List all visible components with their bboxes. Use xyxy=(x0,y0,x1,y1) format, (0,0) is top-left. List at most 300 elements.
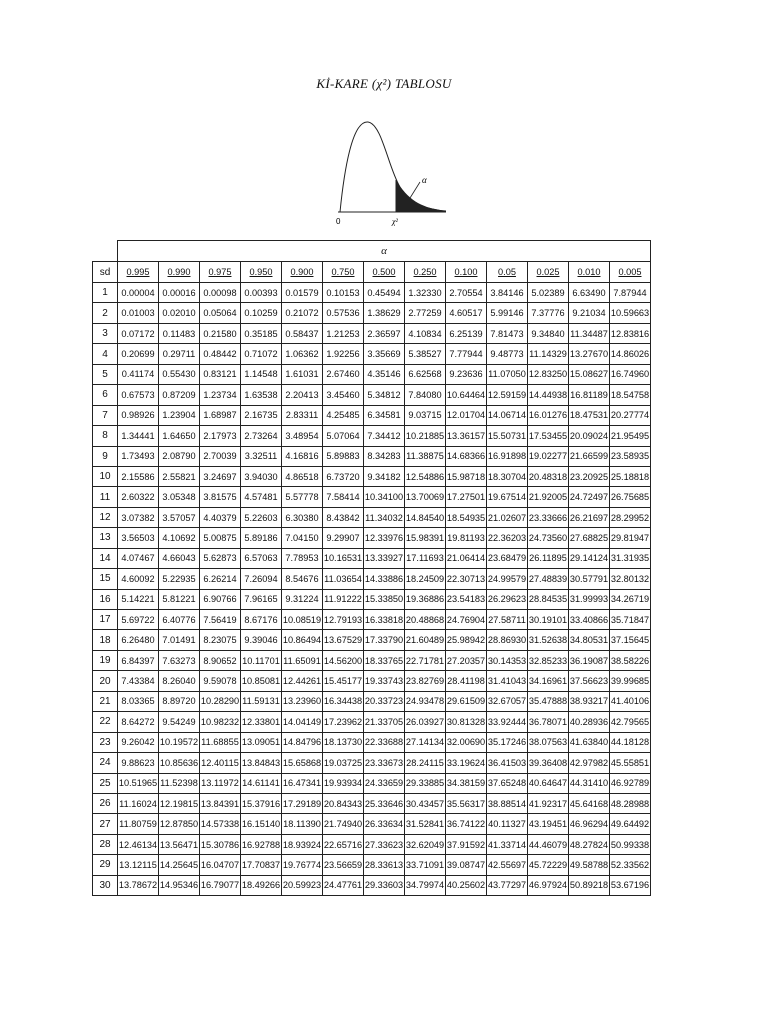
sd-cell: 24 xyxy=(93,753,118,773)
value-cell: 20.84343 xyxy=(323,793,364,813)
value-cell: 13.11972 xyxy=(200,773,241,793)
value-cell: 24.73560 xyxy=(528,528,569,548)
value-cell: 16.81189 xyxy=(569,385,610,405)
value-cell: 5.02389 xyxy=(528,283,569,303)
value-cell: 13.56471 xyxy=(159,834,200,854)
value-cell: 11.03654 xyxy=(323,569,364,589)
alpha-column-label: 0.005 xyxy=(618,267,642,277)
value-cell: 2.67460 xyxy=(323,364,364,384)
value-cell: 27.68825 xyxy=(569,528,610,548)
value-cell: 24.93478 xyxy=(405,691,446,711)
value-cell: 12.19815 xyxy=(159,793,200,813)
value-cell: 30.57791 xyxy=(569,569,610,589)
sd-cell: 17 xyxy=(93,610,118,630)
value-cell: 10.21885 xyxy=(405,426,446,446)
alpha-column-header xyxy=(446,262,487,283)
value-cell: 23.33666 xyxy=(528,507,569,527)
alpha-column-header xyxy=(323,262,364,283)
value-cell: 4.57481 xyxy=(241,487,282,507)
value-cell: 24.33659 xyxy=(364,773,405,793)
value-cell: 40.64647 xyxy=(528,773,569,793)
value-cell: 2.70554 xyxy=(446,283,487,303)
alpha-column-header xyxy=(200,262,241,283)
value-cell: 48.28988 xyxy=(610,793,651,813)
table-row xyxy=(93,691,651,711)
value-cell: 6.63490 xyxy=(569,283,610,303)
table-row xyxy=(93,732,651,752)
value-cell: 5.57778 xyxy=(282,487,323,507)
value-cell: 0.20699 xyxy=(118,344,159,364)
value-cell: 16.34438 xyxy=(323,691,364,711)
value-cell: 21.33705 xyxy=(364,712,405,732)
value-cell: 28.33613 xyxy=(364,855,405,875)
value-cell: 5.89883 xyxy=(323,446,364,466)
sd-header: sd xyxy=(93,262,118,283)
chi-square-curve-figure xyxy=(330,112,450,232)
value-cell: 10.28290 xyxy=(200,691,241,711)
value-cell: 7.63273 xyxy=(159,650,200,670)
value-cell: 18.49266 xyxy=(241,875,282,895)
value-cell: 30.81328 xyxy=(446,712,487,732)
value-cell: 5.89186 xyxy=(241,528,282,548)
value-cell: 17.53455 xyxy=(528,426,569,446)
value-cell: 46.97924 xyxy=(528,875,569,895)
alpha-column-header xyxy=(528,262,569,283)
value-cell: 17.27501 xyxy=(446,487,487,507)
value-cell: 40.25602 xyxy=(446,875,487,895)
value-cell: 12.33801 xyxy=(241,712,282,732)
value-cell: 18.30704 xyxy=(487,466,528,486)
value-cell: 24.99579 xyxy=(487,569,528,589)
value-cell: 2.55821 xyxy=(159,466,200,486)
value-cell: 16.04707 xyxy=(200,855,241,875)
value-cell: 8.90652 xyxy=(200,650,241,670)
value-cell: 15.98718 xyxy=(446,466,487,486)
value-cell: 0.07172 xyxy=(118,323,159,343)
value-cell: 52.33562 xyxy=(610,855,651,875)
value-cell: 22.71781 xyxy=(405,650,446,670)
value-cell: 1.23734 xyxy=(200,385,241,405)
value-cell: 42.97982 xyxy=(569,753,610,773)
value-cell: 14.56200 xyxy=(323,650,364,670)
sd-cell: 28 xyxy=(93,834,118,854)
value-cell: 32.62049 xyxy=(405,834,446,854)
value-cell: 13.70069 xyxy=(405,487,446,507)
table-row xyxy=(93,528,651,548)
value-cell: 6.84397 xyxy=(118,650,159,670)
value-cell: 1.23904 xyxy=(159,405,200,425)
value-cell: 8.64272 xyxy=(118,712,159,732)
value-cell: 10.85081 xyxy=(241,671,282,691)
value-cell: 28.86930 xyxy=(487,630,528,650)
alpha-column-label: 0.750 xyxy=(331,267,355,277)
value-cell: 17.23962 xyxy=(323,712,364,732)
value-cell: 29.14124 xyxy=(569,548,610,568)
alpha-column-label: 0.100 xyxy=(454,267,478,277)
value-cell: 3.05348 xyxy=(159,487,200,507)
value-cell: 15.08627 xyxy=(569,364,610,384)
table-row xyxy=(93,405,651,425)
alpha-column-label: 0.500 xyxy=(372,267,396,277)
value-cell: 4.35146 xyxy=(364,364,405,384)
table-row xyxy=(93,610,651,630)
value-cell: 5.99146 xyxy=(487,303,528,323)
value-cell: 11.91222 xyxy=(323,589,364,609)
value-cell: 37.15645 xyxy=(610,630,651,650)
value-cell: 45.55851 xyxy=(610,753,651,773)
value-cell: 32.00690 xyxy=(446,732,487,752)
alpha-column-label: 0.250 xyxy=(413,267,437,277)
value-cell: 9.48773 xyxy=(487,344,528,364)
value-cell: 23.54183 xyxy=(446,589,487,609)
value-cell: 14.06714 xyxy=(487,405,528,425)
value-cell: 12.33976 xyxy=(364,528,405,548)
value-cell: 32.80132 xyxy=(610,569,651,589)
value-cell: 11.34032 xyxy=(364,507,405,527)
alpha-column-label: 0.05 xyxy=(498,267,516,277)
origin-label: 0 xyxy=(336,217,341,226)
value-cell: 16.92788 xyxy=(241,834,282,854)
value-cell: 49.58788 xyxy=(569,855,610,875)
value-cell: 6.90766 xyxy=(200,589,241,609)
value-cell: 9.21034 xyxy=(569,303,610,323)
value-cell: 8.89720 xyxy=(159,691,200,711)
value-cell: 11.80759 xyxy=(118,814,159,834)
value-cell: 7.01491 xyxy=(159,630,200,650)
value-cell: 3.56503 xyxy=(118,528,159,548)
value-cell: 21.66599 xyxy=(569,446,610,466)
value-cell: 15.30786 xyxy=(200,834,241,854)
value-cell: 7.34412 xyxy=(364,426,405,446)
value-cell: 27.14134 xyxy=(405,732,446,752)
value-cell: 19.03725 xyxy=(323,753,364,773)
value-cell: 19.36886 xyxy=(405,589,446,609)
value-cell: 42.55697 xyxy=(487,855,528,875)
value-cell: 31.99993 xyxy=(569,589,610,609)
value-cell: 0.55430 xyxy=(159,364,200,384)
alpha-column-label: 0.900 xyxy=(290,267,314,277)
value-cell: 46.92789 xyxy=(610,773,651,793)
value-cell: 31.52638 xyxy=(528,630,569,650)
value-cell: 7.58414 xyxy=(323,487,364,507)
value-cell: 8.43842 xyxy=(323,507,364,527)
alpha-pointer xyxy=(410,182,420,198)
value-cell: 44.31410 xyxy=(569,773,610,793)
value-cell: 27.58711 xyxy=(487,610,528,630)
value-cell: 10.19572 xyxy=(159,732,200,752)
value-cell: 11.34487 xyxy=(569,323,610,343)
value-cell: 9.59078 xyxy=(200,671,241,691)
table-row xyxy=(93,834,651,854)
sd-cell: 7 xyxy=(93,405,118,425)
value-cell: 2.83311 xyxy=(282,405,323,425)
value-cell: 26.21697 xyxy=(569,507,610,527)
value-cell: 10.16531 xyxy=(323,548,364,568)
value-cell: 1.06362 xyxy=(282,344,323,364)
value-cell: 5.34812 xyxy=(364,385,405,405)
alpha-column-header xyxy=(405,262,446,283)
value-cell: 30.43457 xyxy=(405,793,446,813)
sd-cell: 10 xyxy=(93,466,118,486)
value-cell: 1.14548 xyxy=(241,364,282,384)
value-cell: 29.81947 xyxy=(610,528,651,548)
value-cell: 8.67176 xyxy=(241,610,282,630)
table-row xyxy=(93,385,651,405)
value-cell: 14.84540 xyxy=(405,507,446,527)
value-cell: 19.93934 xyxy=(323,773,364,793)
value-cell: 35.17246 xyxy=(487,732,528,752)
value-cell: 16.91898 xyxy=(487,446,528,466)
value-cell: 4.07467 xyxy=(118,548,159,568)
sd-cell: 22 xyxy=(93,712,118,732)
alpha-column-header xyxy=(159,262,200,283)
value-cell: 6.57063 xyxy=(241,548,282,568)
value-cell: 0.58437 xyxy=(282,323,323,343)
value-cell: 12.87850 xyxy=(159,814,200,834)
alpha-column-label: 0.950 xyxy=(249,267,273,277)
value-cell: 20.59923 xyxy=(282,875,323,895)
value-cell: 14.04149 xyxy=(282,712,323,732)
value-cell: 0.83121 xyxy=(200,364,241,384)
value-cell: 4.60517 xyxy=(446,303,487,323)
value-cell: 7.78953 xyxy=(282,548,323,568)
value-cell: 36.41503 xyxy=(487,753,528,773)
value-cell: 23.33673 xyxy=(364,753,405,773)
value-cell: 21.02607 xyxy=(487,507,528,527)
value-cell: 0.87209 xyxy=(159,385,200,405)
value-cell: 14.44938 xyxy=(528,385,569,405)
value-cell: 11.52398 xyxy=(159,773,200,793)
value-cell: 18.47531 xyxy=(569,405,610,425)
value-cell: 0.21580 xyxy=(200,323,241,343)
value-cell: 2.70039 xyxy=(200,446,241,466)
value-cell: 39.08747 xyxy=(446,855,487,875)
value-cell: 18.13730 xyxy=(323,732,364,752)
value-cell: 5.00875 xyxy=(200,528,241,548)
value-cell: 7.43384 xyxy=(118,671,159,691)
value-cell: 18.11390 xyxy=(282,814,323,834)
value-cell: 48.27824 xyxy=(569,834,610,854)
value-cell: 3.24697 xyxy=(200,466,241,486)
value-cell: 9.03715 xyxy=(405,405,446,425)
value-cell: 14.25645 xyxy=(159,855,200,875)
page-title: Kİ-KARE (χ²) TABLOSU xyxy=(316,76,452,91)
alpha-column-header xyxy=(241,262,282,283)
value-cell: 36.78071 xyxy=(528,712,569,732)
value-cell: 2.16735 xyxy=(241,405,282,425)
value-cell: 7.37776 xyxy=(528,303,569,323)
value-cell: 27.48839 xyxy=(528,569,569,589)
value-cell: 14.84796 xyxy=(282,732,323,752)
table-row xyxy=(93,753,651,773)
alpha-column-label: 0.010 xyxy=(577,267,601,277)
value-cell: 38.93217 xyxy=(569,691,610,711)
value-cell: 0.11483 xyxy=(159,323,200,343)
value-cell: 0.00016 xyxy=(159,283,200,303)
sd-cell: 5 xyxy=(93,364,118,384)
alpha-column-header xyxy=(569,262,610,283)
value-cell: 22.65716 xyxy=(323,834,364,854)
value-cell: 32.67057 xyxy=(487,691,528,711)
value-cell: 13.23960 xyxy=(282,691,323,711)
value-cell: 17.33790 xyxy=(364,630,405,650)
value-cell: 40.11327 xyxy=(487,814,528,834)
value-cell: 16.79077 xyxy=(200,875,241,895)
value-cell: 16.74960 xyxy=(610,364,651,384)
value-cell: 28.29952 xyxy=(610,507,651,527)
sd-cell: 27 xyxy=(93,814,118,834)
value-cell: 46.96294 xyxy=(569,814,610,834)
value-cell: 14.95346 xyxy=(159,875,200,895)
value-cell: 12.59159 xyxy=(487,385,528,405)
value-cell: 3.84146 xyxy=(487,283,528,303)
value-cell: 0.02010 xyxy=(159,303,200,323)
value-cell: 0.21072 xyxy=(282,303,323,323)
sd-cell: 15 xyxy=(93,569,118,589)
value-cell: 1.63538 xyxy=(241,385,282,405)
value-cell: 13.27670 xyxy=(569,344,610,364)
value-cell: 29.33885 xyxy=(405,773,446,793)
value-cell: 18.54758 xyxy=(610,385,651,405)
value-cell: 37.65248 xyxy=(487,773,528,793)
value-cell: 5.22603 xyxy=(241,507,282,527)
value-cell: 3.94030 xyxy=(241,466,282,486)
value-cell: 8.54676 xyxy=(282,569,323,589)
value-cell: 18.93924 xyxy=(282,834,323,854)
value-cell: 27.20357 xyxy=(446,650,487,670)
value-cell: 27.33623 xyxy=(364,834,405,854)
value-cell: 20.27774 xyxy=(610,405,651,425)
sd-cell: 20 xyxy=(93,671,118,691)
value-cell: 8.26040 xyxy=(159,671,200,691)
value-cell: 13.36157 xyxy=(446,426,487,446)
value-cell: 9.26042 xyxy=(118,732,159,752)
alpha-column-header xyxy=(610,262,651,283)
value-cell: 1.34441 xyxy=(118,426,159,446)
sd-cell: 14 xyxy=(93,548,118,568)
value-cell: 21.92005 xyxy=(528,487,569,507)
value-cell: 33.40866 xyxy=(569,610,610,630)
value-cell: 24.72497 xyxy=(569,487,610,507)
value-cell: 19.02277 xyxy=(528,446,569,466)
value-cell: 24.47761 xyxy=(323,875,364,895)
alpha-column-label: 0.990 xyxy=(167,267,191,277)
value-cell: 30.19101 xyxy=(528,610,569,630)
value-cell: 2.08790 xyxy=(159,446,200,466)
value-cell: 13.33927 xyxy=(364,548,405,568)
value-cell: 0.29711 xyxy=(159,344,200,364)
value-cell: 12.01704 xyxy=(446,405,487,425)
value-cell: 36.19087 xyxy=(569,650,610,670)
value-cell: 45.72229 xyxy=(528,855,569,875)
value-cell: 4.60092 xyxy=(118,569,159,589)
value-cell: 9.31224 xyxy=(282,589,323,609)
table-row xyxy=(93,814,651,834)
sd-cell: 1 xyxy=(93,283,118,303)
value-cell: 1.32330 xyxy=(405,283,446,303)
value-cell: 0.00004 xyxy=(118,283,159,303)
alpha-column-label: 0.975 xyxy=(208,267,232,277)
sd-cell: 19 xyxy=(93,650,118,670)
chi-square-axis-label: χ² xyxy=(392,217,398,226)
value-cell: 8.34283 xyxy=(364,446,405,466)
value-cell: 31.41043 xyxy=(487,671,528,691)
value-cell: 21.60489 xyxy=(405,630,446,650)
density-curve xyxy=(340,122,446,212)
alpha-label: α xyxy=(422,175,427,185)
sd-cell: 13 xyxy=(93,528,118,548)
value-cell: 11.68855 xyxy=(200,732,241,752)
table-row xyxy=(93,773,651,793)
value-cell: 28.84535 xyxy=(528,589,569,609)
value-cell: 24.76904 xyxy=(446,610,487,630)
value-cell: 41.63840 xyxy=(569,732,610,752)
value-cell: 7.81473 xyxy=(487,323,528,343)
value-cell: 6.25139 xyxy=(446,323,487,343)
value-cell: 50.99338 xyxy=(610,834,651,854)
value-cell: 16.15140 xyxy=(241,814,282,834)
value-cell: 7.77944 xyxy=(446,344,487,364)
value-cell: 10.11701 xyxy=(241,650,282,670)
value-cell: 3.32511 xyxy=(241,446,282,466)
value-cell: 17.11693 xyxy=(405,548,446,568)
table-row xyxy=(93,507,651,527)
table-row xyxy=(93,303,651,323)
value-cell: 34.80531 xyxy=(569,630,610,650)
value-cell: 1.38629 xyxy=(364,303,405,323)
value-cell: 49.64492 xyxy=(610,814,651,834)
value-cell: 19.33743 xyxy=(364,671,405,691)
value-cell: 26.11895 xyxy=(528,548,569,568)
value-cell: 10.86494 xyxy=(282,630,323,650)
value-cell: 21.74940 xyxy=(323,814,364,834)
value-cell: 13.12115 xyxy=(118,855,159,875)
value-cell: 26.75685 xyxy=(610,487,651,507)
value-cell: 2.73264 xyxy=(241,426,282,446)
value-cell: 40.28936 xyxy=(569,712,610,732)
sd-cell: 25 xyxy=(93,773,118,793)
value-cell: 2.20413 xyxy=(282,385,323,405)
value-cell: 15.65868 xyxy=(282,753,323,773)
value-cell: 6.26480 xyxy=(118,630,159,650)
value-cell: 35.47888 xyxy=(528,691,569,711)
value-cell: 0.71072 xyxy=(241,344,282,364)
value-cell: 4.25485 xyxy=(323,405,364,425)
value-cell: 10.59663 xyxy=(610,303,651,323)
table-row xyxy=(93,712,651,732)
value-cell: 35.56317 xyxy=(446,793,487,813)
value-cell: 36.74122 xyxy=(446,814,487,834)
value-cell: 37.56623 xyxy=(569,671,610,691)
value-cell: 15.45177 xyxy=(323,671,364,691)
table-row xyxy=(93,650,651,670)
value-cell: 6.26214 xyxy=(200,569,241,589)
value-cell: 28.41198 xyxy=(446,671,487,691)
value-cell: 26.29623 xyxy=(487,589,528,609)
value-cell: 32.85233 xyxy=(528,650,569,670)
alpha-column-header xyxy=(364,262,405,283)
value-cell: 1.68987 xyxy=(200,405,241,425)
value-cell: 31.52841 xyxy=(405,814,446,834)
value-cell: 12.44261 xyxy=(282,671,323,691)
value-cell: 16.47341 xyxy=(282,773,323,793)
value-cell: 41.92317 xyxy=(528,793,569,813)
value-cell: 1.73493 xyxy=(118,446,159,466)
value-cell: 5.38527 xyxy=(405,344,446,364)
value-cell: 6.62568 xyxy=(405,364,446,384)
value-cell: 19.81193 xyxy=(446,528,487,548)
value-cell: 0.98926 xyxy=(118,405,159,425)
